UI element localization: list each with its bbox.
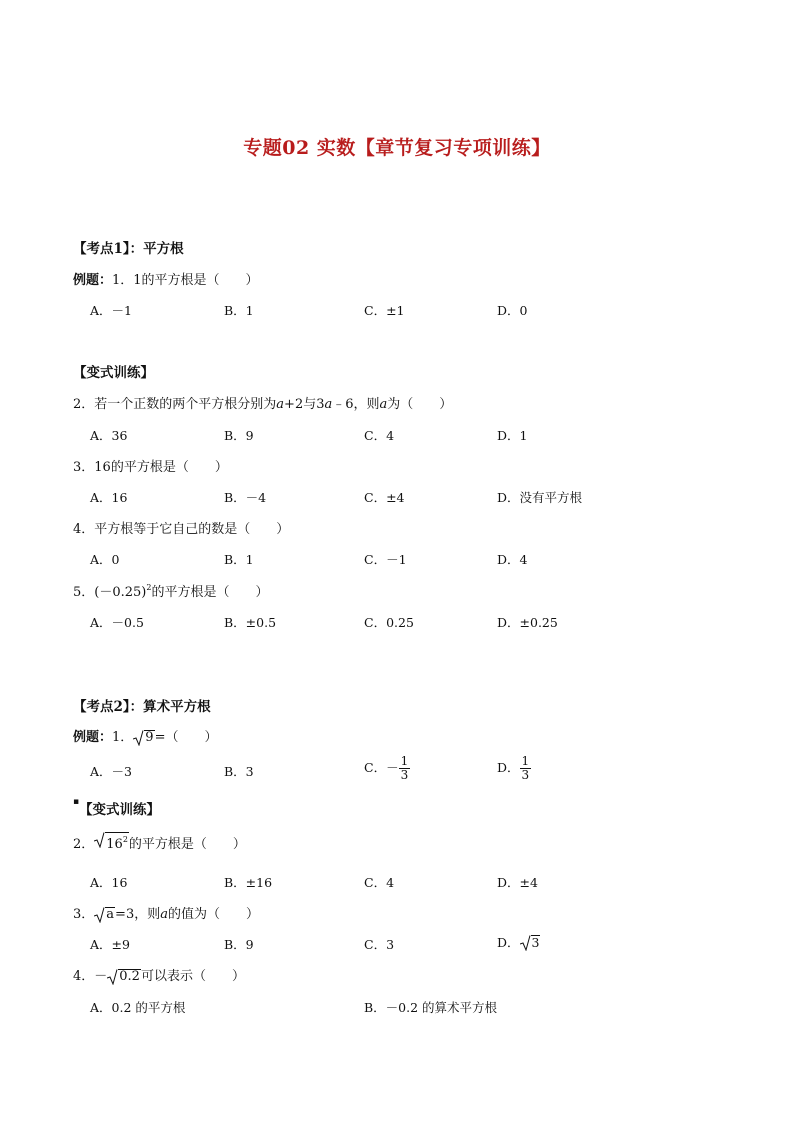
s1-practice-heading: 【变式训练】 bbox=[73, 365, 154, 381]
q4b-number: 4．－ bbox=[73, 969, 108, 984]
sqrt-3 bbox=[520, 935, 541, 950]
s2-q3 bbox=[73, 903, 259, 922]
sqrt-16-squared bbox=[94, 832, 129, 852]
example-text: 1．1的平方根是（ ） bbox=[112, 273, 259, 288]
q2-var-b: a bbox=[324, 397, 333, 412]
s1-example-option-a: A．－1 bbox=[90, 303, 132, 318]
sqrt-a bbox=[94, 907, 115, 922]
s2-q3-option-a: A．±9 bbox=[90, 937, 130, 952]
page-title: 专题02 实数【章节复习专项训练】 bbox=[243, 137, 551, 159]
s2-q2 bbox=[73, 832, 246, 852]
s2-q2-option-d: D．±4 bbox=[497, 875, 538, 890]
fraction bbox=[399, 755, 411, 782]
option-c-sign: － bbox=[386, 760, 399, 775]
s2-q2-option-b: B．±16 bbox=[224, 875, 273, 890]
s1-example-option-d: D．0 bbox=[497, 303, 528, 318]
example-prefix: 例题： bbox=[73, 273, 113, 288]
s1-q5-option-d: D．±0.25 bbox=[497, 615, 558, 630]
s1-q4-option-d: D．4 bbox=[497, 552, 528, 567]
section1-heading: 【考点1】：平方根 bbox=[73, 241, 184, 257]
radicand: 3 bbox=[531, 935, 540, 950]
s1-q3-option-b: B．－4 bbox=[224, 490, 267, 505]
s2-q4-option-a: A．0.2 的平方根 bbox=[90, 1000, 186, 1015]
s2-q3-option-d bbox=[497, 933, 540, 951]
s1-example-option-b: B．1 bbox=[224, 303, 254, 318]
q3b-var: a bbox=[160, 907, 168, 922]
s2-q4-option-b: B．－0.2 的算术平方根 bbox=[364, 1000, 498, 1015]
s1-q3: 3．16的平方根是（ ） bbox=[73, 460, 228, 475]
radicand-group bbox=[105, 832, 129, 852]
q2-var-a: a bbox=[276, 397, 285, 412]
s1-example-question bbox=[73, 269, 259, 288]
s1-example-option-c: C．±1 bbox=[364, 303, 405, 318]
s2-example-option-b: B．3 bbox=[224, 764, 254, 779]
radical-sign-icon bbox=[520, 935, 531, 951]
s1-q5-option-b: B．±0.5 bbox=[224, 615, 277, 630]
s1-q3-option-c: C．±4 bbox=[364, 490, 405, 505]
q4b-text: 可以表示（ ） bbox=[140, 969, 245, 984]
s2-example-question bbox=[73, 726, 217, 745]
q2b-number: 2． bbox=[73, 837, 95, 852]
q2-text-a: 2．若一个正数的两个平方根分别为 bbox=[73, 397, 277, 412]
q3b-number: 3． bbox=[73, 907, 95, 922]
q2-text-b: +2与3 bbox=[284, 397, 325, 412]
s2-q4 bbox=[73, 965, 245, 984]
sqrt-0-2 bbox=[107, 969, 141, 984]
fraction bbox=[520, 755, 532, 782]
sqrt-9 bbox=[133, 730, 154, 745]
q5-text-a: 5．(－0.25) bbox=[73, 585, 147, 600]
numerator: 1 bbox=[521, 754, 530, 768]
denominator: 3 bbox=[521, 768, 530, 782]
q5-text-b: 的平方根是（ ） bbox=[151, 585, 269, 600]
s1-q4: 4．平方根等于它自己的数是（ ） bbox=[73, 522, 290, 537]
radical-sign-icon bbox=[133, 730, 144, 746]
radical-sign-icon bbox=[94, 832, 105, 848]
s1-q4-option-a: A．0 bbox=[90, 552, 120, 567]
radical-sign-icon bbox=[107, 969, 118, 985]
q2-text-c: ﹣6，则 bbox=[332, 397, 380, 412]
s2-q2-option-a: A．16 bbox=[90, 875, 128, 890]
s1-q2-option-c: C．4 bbox=[364, 428, 395, 443]
radical-sign-icon bbox=[94, 907, 105, 923]
s1-q4-option-c: C．－1 bbox=[364, 552, 407, 567]
example2-text: =（ ） bbox=[154, 730, 218, 745]
q2-text-d: 为（ ） bbox=[387, 397, 453, 412]
q2b-text: 的平方根是（ ） bbox=[128, 837, 246, 852]
q5-exponent: 2 bbox=[146, 583, 152, 592]
radicand: a bbox=[106, 907, 115, 922]
exponent: 2 bbox=[122, 835, 128, 844]
example2-prefix: 例题： bbox=[73, 730, 113, 745]
s2-q2-option-c: C．4 bbox=[364, 875, 395, 890]
numerator: 1 bbox=[400, 754, 409, 768]
q2-var-c: a bbox=[379, 397, 388, 412]
s2-example-option-c bbox=[364, 755, 410, 782]
s1-q5-option-c: C．0.25 bbox=[364, 615, 414, 630]
q3b-text-a: =3，则 bbox=[115, 907, 161, 922]
option-d-label: D． bbox=[497, 760, 520, 775]
option-d-label: D． bbox=[497, 935, 520, 950]
s1-q5 bbox=[73, 581, 268, 600]
s2-practice-heading: 【变式训练】 bbox=[79, 802, 160, 818]
radicand: 16 bbox=[106, 837, 123, 852]
s2-q3-option-b: B．9 bbox=[224, 937, 254, 952]
s1-q5-option-a: A．－0.5 bbox=[90, 615, 144, 630]
option-c-label: C． bbox=[364, 760, 387, 775]
s2-q3-option-c: C．3 bbox=[364, 937, 395, 952]
bullet-marker: ▪ bbox=[73, 797, 80, 807]
q3b-text-b: 的值为（ ） bbox=[167, 907, 259, 922]
s1-q2-option-d: D．1 bbox=[497, 428, 528, 443]
s1-q2-option-b: B．9 bbox=[224, 428, 254, 443]
section2-heading: 【考点2】：算术平方根 bbox=[73, 699, 211, 715]
s1-q3-option-d: D．没有平方根 bbox=[497, 490, 583, 505]
s1-q2 bbox=[73, 393, 452, 412]
s1-q2-option-a: A．36 bbox=[90, 428, 128, 443]
example2-number: 1． bbox=[112, 730, 134, 745]
denominator: 3 bbox=[400, 768, 409, 782]
s2-example-option-d bbox=[497, 755, 531, 782]
radicand: 0.2 bbox=[119, 969, 140, 984]
s1-q3-option-a: A．16 bbox=[90, 490, 128, 505]
s2-example-option-a: A．－3 bbox=[90, 764, 132, 779]
radicand: 9 bbox=[145, 730, 154, 745]
s1-q4-option-b: B．1 bbox=[224, 552, 254, 567]
